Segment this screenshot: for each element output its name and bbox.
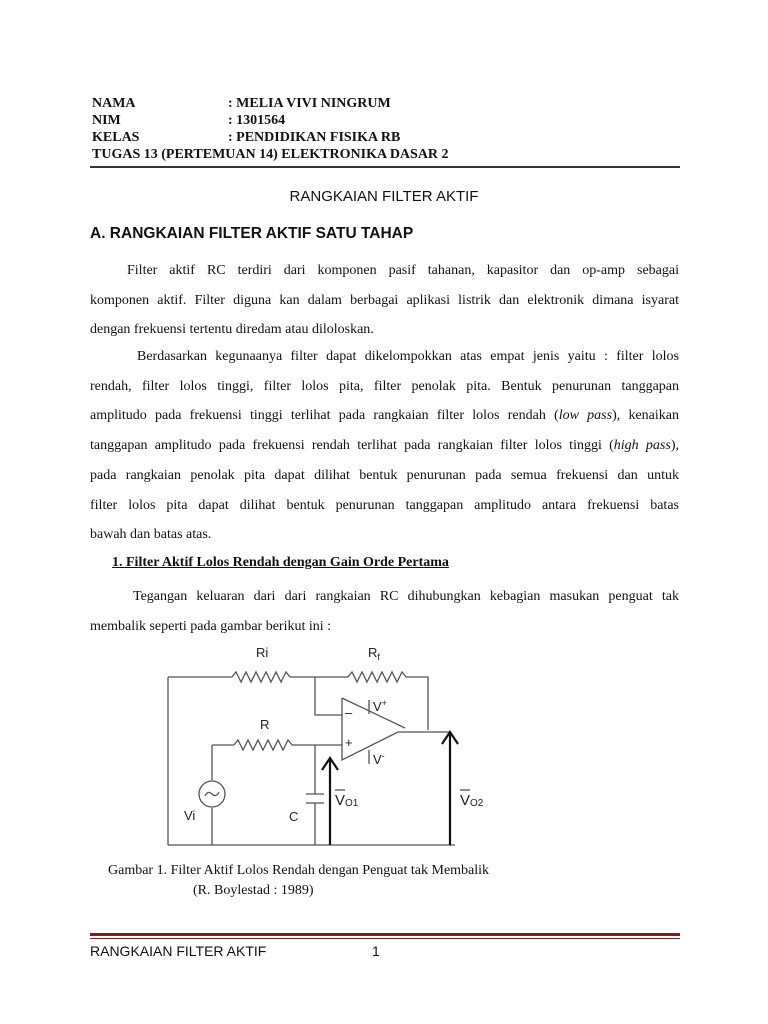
vo2-sub: O2 xyxy=(470,798,484,809)
label-minus-input: – xyxy=(345,705,353,720)
para3-line: Tegangan keluaran dari dari rangkaian RC dihubungkan kebagian masukan penguat tak xyxy=(133,589,679,604)
label-r: R xyxy=(260,717,270,732)
para2-text: tanggapan amplitudo pada frekuensi rendah terlihat pada rangkaian filter lolos tinggi ( xyxy=(90,438,614,454)
label-vi: Vi xyxy=(184,808,196,823)
nim-label: NIM xyxy=(92,113,121,128)
rf-sub: f xyxy=(377,652,380,662)
para1-line: Filter aktif RC terdiri dari komponen pasif tahanan, kapasitor dan op-amp sebagai xyxy=(127,263,679,278)
resistor-rf xyxy=(348,672,406,682)
resistor-r xyxy=(234,740,292,750)
label-vo1 xyxy=(335,792,359,809)
vo2-main: V xyxy=(460,792,471,809)
para2-line: Berdasarkan kegunaanya filter dapat dikelompokkan atas empat jenis yaitu : filter lolos xyxy=(137,349,679,364)
para2-line: bawah dan batas atas. xyxy=(90,527,212,543)
para2-line: filter lolos pita dapat dilihat bentuk penurunan tanggapan amplitudo antara frekuensi batas xyxy=(90,497,679,513)
vo2-arrow-icon xyxy=(442,732,458,845)
wire-feedback xyxy=(315,677,342,715)
page-number: 1 xyxy=(372,943,380,959)
section-heading-a: A. RANGKAIAN FILTER AKTIF SATU TAHAP xyxy=(90,225,414,242)
label-vplus xyxy=(373,698,387,714)
para2-text: ), kenaikan xyxy=(612,408,680,424)
subsection-heading-1: 1. Filter Aktif Lolos Rendah dengan Gain Orde Pertama xyxy=(112,555,449,570)
vo1-sub: O1 xyxy=(345,798,359,809)
footer-divider xyxy=(90,933,680,936)
vo1-main: V xyxy=(335,792,346,809)
resistor-ri xyxy=(232,672,290,682)
kelas-label: KELAS xyxy=(92,130,140,145)
label-c: C xyxy=(289,809,299,824)
vminus-main: V xyxy=(373,752,382,767)
para2-line: rendah, filter lolos tinggi, filter lolos pita, filter penolak pita. Bentuk penurunan tanggapan xyxy=(90,378,679,394)
label-vo2 xyxy=(460,792,484,809)
capacitor-icon xyxy=(306,794,324,803)
para2-text: amplitudo pada frekuensi tinggi terlihat pada rangkaian filter lolos rendah ( xyxy=(90,408,559,424)
nama-label: NAMA xyxy=(92,96,136,111)
kelas-value: : PENDIDIKAN FISIKA RB xyxy=(228,130,401,145)
para3-line: membalik seperti pada gambar berikut ini : xyxy=(90,618,332,634)
wire-top xyxy=(168,677,428,730)
figure-caption xyxy=(108,861,489,901)
label-ri: Ri xyxy=(256,645,269,660)
para2-text: ), xyxy=(670,438,679,454)
footer-title: RANGKAIAN FILTER AKTIF xyxy=(90,943,267,959)
low-pass-term: low pass xyxy=(558,408,613,424)
vplus-main: V xyxy=(373,699,382,714)
para2-line: pada rangkaian penolak pita dapat dilihat bentuk penurunan pada semua frekuensi dan untuk xyxy=(90,467,679,483)
nim-value: : 1301564 xyxy=(228,113,286,128)
page-title: RANGKAIAN FILTER AKTIF xyxy=(289,188,479,205)
header-tugas: TUGAS 13 (PERTEMUAN 14) ELEKTRONIKA DASAR 2 xyxy=(92,147,449,162)
vminus-sup: - xyxy=(381,751,385,761)
para1-line: dengan frekuensi tertentu diredam atau diloloskan. xyxy=(90,322,374,338)
rf-main: R xyxy=(368,645,378,660)
vplus-sup: + xyxy=(381,698,387,708)
high-pass-term: high pass xyxy=(613,438,671,454)
label-plus-input: + xyxy=(345,735,353,750)
para1-line: komponen aktif. Filter diguna kan dalam berbagai aplikasi listrik dan elektronik dimana isyarat xyxy=(90,292,679,308)
label-rf xyxy=(368,645,380,662)
caption-line-2: (R. Boylestad : 1989) xyxy=(193,883,314,898)
footer-divider-thin xyxy=(90,938,680,939)
nama-value: : MELIA VIVI NINGRUM xyxy=(228,96,391,111)
caption-line-1: Gambar 1. Filter Aktif Lolos Rendah dengan Penguat tak Membalik xyxy=(108,863,490,878)
label-vminus xyxy=(373,751,385,767)
